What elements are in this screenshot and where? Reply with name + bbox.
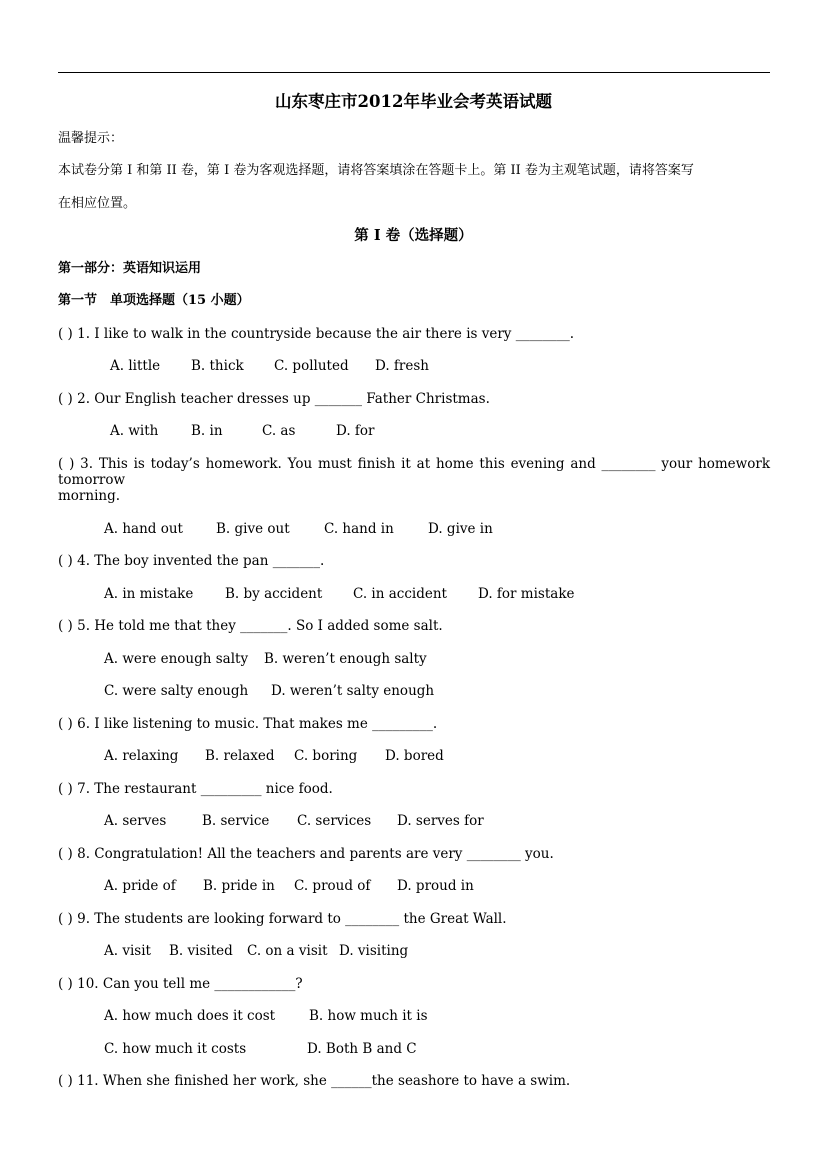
question-6-stem: ( ) 6. I like listening to music. That makes me _________. [58,716,438,732]
q1-option-b: B. thick [191,358,244,374]
q8-option-a: A. pride of [104,878,176,894]
q1-option-a: A. little [110,358,161,374]
q5-option-a: A. were enough salty [104,651,249,667]
question-2-stem: ( ) 2. Our English teacher dresses up _______ Father Christmas. [58,391,490,407]
question-3-stem: ( ) 3. This is today’s homework. You must finish it at home this evening and ________ your homework tomorrow [58,456,770,488]
question-8-stem: ( ) 8. Congratulation! All the teachers and parents are very ________ you. [58,846,554,862]
q8-option-c: C. proud of [294,878,371,894]
q8-option-d: D. proud in [397,878,474,894]
q7-option-b: B. service [202,813,270,829]
question-7-stem: ( ) 7. The restaurant _________ nice food. [58,781,333,797]
q10-option-c: C. how much it costs [104,1041,247,1057]
question-3-stem-cont: morning. [58,488,121,504]
part-title: 第一部分：英语知识运用 [58,261,202,276]
q9-option-d: D. visiting [339,943,409,959]
q8-option-b: B. pride in [203,878,275,894]
question-11-stem: ( ) 11. When she finished her work, she ______the seashore to have a swim. [58,1073,571,1089]
question-1-stem: ( ) 1. I like to walk in the countryside because the air there is very ________. [58,326,575,342]
q10-option-d: D. Both B and C [307,1041,417,1057]
q7-option-d: D. serves for [397,813,484,829]
q7-option-c: C. services [297,813,372,829]
q9-option-a: A. visit [104,943,151,959]
q4-option-d: D. for mistake [478,586,575,602]
question-9-stem: ( ) 9. The students are looking forward to ________ the Great Wall. [58,911,507,927]
q6-option-d: D. bored [385,748,444,764]
q9-option-b: B. visited [169,943,233,959]
header-rule [58,72,770,73]
q9-option-c: C. on a visit [247,943,328,959]
intro-line-2: 在相应位置。 [58,196,137,211]
q2-option-d: D. for [336,423,375,439]
intro-line-1: 本试卷分第 I 和第 II 卷，第 I 卷为客观选择题，请将答案填涂在答题卡上。第 II 卷为主观笔试题，请将答案写 [58,163,694,178]
q6-option-c: C. boring [294,748,358,764]
question-5-stem: ( ) 5. He told me that they _______. So I added some salt. [58,618,443,634]
q2-option-c: C. as [262,423,296,439]
q4-option-a: A. in mistake [104,586,194,602]
q10-option-a: A. how much does it cost [104,1008,276,1024]
tip-label: 温馨提示： [58,131,124,146]
q3-option-c: C. hand in [324,521,394,537]
q6-option-a: A. relaxing [104,748,179,764]
q3-option-b: B. give out [216,521,290,537]
q1-option-c: C. polluted [274,358,349,374]
q7-option-a: A. serves [104,813,167,829]
q5-option-b: B. weren’t enough salty [264,651,427,667]
q4-option-c: C. in accident [353,586,447,602]
q6-option-b: B. relaxed [205,748,275,764]
q5-option-c: C. were salty enough [104,683,249,699]
q2-option-b: B. in [191,423,223,439]
volume-title: 第 I 卷（选择题） [354,227,473,244]
subsection-title: 第一节 单项选择题（15 小题） [58,293,250,308]
q5-option-d: D. weren’t salty enough [271,683,435,699]
page-title: 山东枣庄市2012年毕业会考英语试题 [275,92,552,111]
q4-option-b: B. by accident [225,586,323,602]
q2-option-a: A. with [110,423,159,439]
q10-option-b: B. how much it is [309,1008,428,1024]
q3-option-d: D. give in [428,521,493,537]
q3-option-a: A. hand out [104,521,183,537]
question-4-stem: ( ) 4. The boy invented the pan _______. [58,553,325,569]
question-10-stem: ( ) 10. Can you tell me ____________? [58,976,303,992]
q1-option-d: D. fresh [375,358,429,374]
